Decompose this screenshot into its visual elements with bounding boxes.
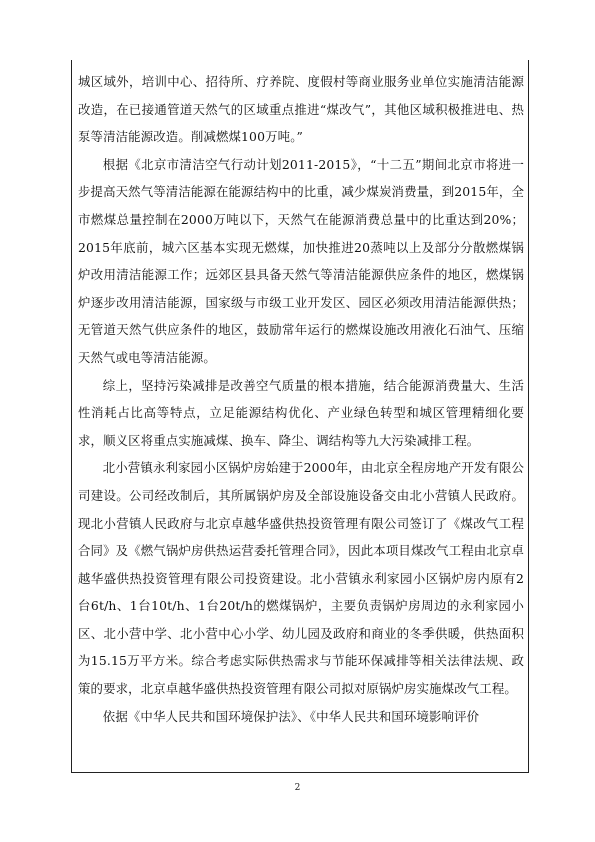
paragraph-1: 城区域外，培训中心、招待所、疗养院、度假村等商业服务业单位实施清洁能源改造，在已接通管道天然气的区域重点推进“煤改气”，其他区域积极推进电、热泵等清洁能源改造。削减燃煤100万吨。” [78, 74, 524, 145]
paragraph-2: 根据《北京市清洁空气行动计划2011-2015》，“十二五”期间北京市将进一步提高天然气等清洁能源在能源结构中的比重，减少煤炭消费量，到2015年，全市燃煤总量控制在2000万吨以下，天然气在能源消费总量中的比重达到20%；2015年底前，城六区基本实现无燃煤，加快推进20蒸吨以上及部分分散燃煤锅炉改用清洁能源工作；远郊区县具备天然气等清洁能源供应条件的地区，燃煤锅炉逐步改用清洁能源，国家级与市级工业开发区、园区必须改用清洁能源供热；无管道天然气供应条件的地区，鼓励常年运行的燃煤设施改用液化石油气、压缩天然气或电等清洁能源。 [78, 156, 524, 365]
content-frame [71, 60, 529, 773]
paragraph-5: 依据《中华人民共和国环境保护法》、《中华人民共和国环境影响评价 [102, 708, 480, 724]
document-body [72, 60, 528, 730]
page-number: 2 [294, 783, 301, 793]
paragraph-3: 综上，坚持污染减排是改善空气质量的根本措施，结合能源消费量大、生活性消耗占比高等特点，立足能源结构优化、产业绿色转型和城区管理精细化要求，顺义区将重点实施减煤、换车、降尘、调结构等九大污染减排工程。 [78, 377, 524, 448]
paragraph-4: 北小营镇永利家园小区锅炉房始建于2000年，由北京全程房地产开发有限公司建设。公司经改制后，其所属锅炉房及全部设施设备交由北小营镇人民政府。现北小营镇人民政府与北京卓越华盛供热投资管理有限公司签订了《煤改气工程合同》及《燃气锅炉房供热运营委托管理合同》，因此本项目煤改气工程由北京卓越华盛供热投资管理有限公司投资建设。北小营镇永利家园小区锅炉房内原有2台6t/h、1台10t/h、1台20t/h的燃煤锅炉，主要负责锅炉房周边的永利家园小区、北小营中学、北小营中心小学、幼儿园及政府和商业的冬季供暖，供热面积为15.15万平方米。综合考虑实际供热需求与节能环保减排等相关法律法规、政策的要求，北京卓越华盛供热投资管理有限公司拟对原锅炉房实施煤改气工程。 [78, 460, 524, 697]
